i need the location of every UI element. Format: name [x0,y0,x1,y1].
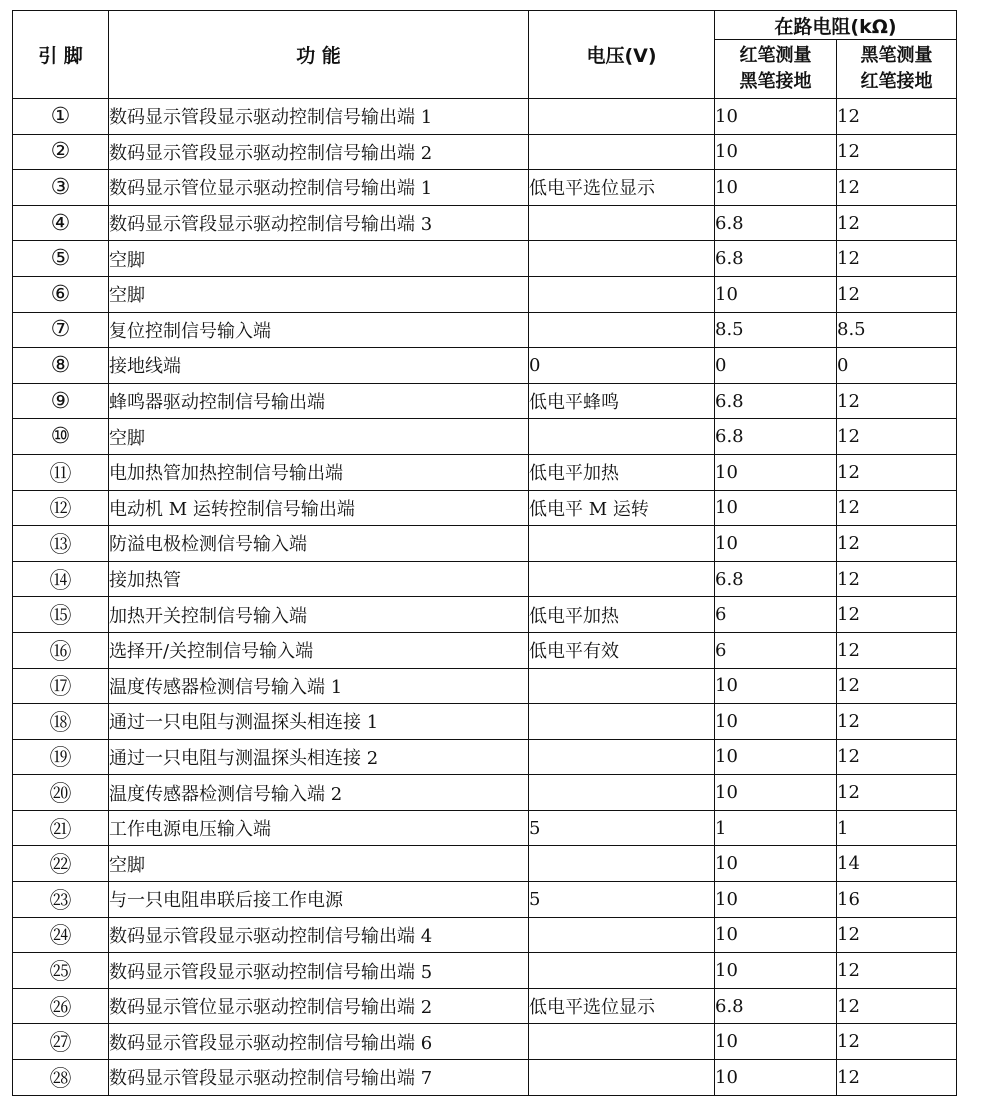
voltage-cell [529,419,715,455]
resistance-black-cell: 16 [837,882,957,918]
voltage-cell [529,134,715,170]
voltage-cell: 5 [529,882,715,918]
resistance-red-cell: 6 [715,632,837,668]
function-cell: 复位控制信号输入端 [109,312,529,348]
table-row [13,454,957,490]
function-cell: 通过一只电阻与测温探头相连接 2 [109,739,529,775]
table-row [13,99,957,135]
pin-cell: ⑯ [13,632,109,668]
header-voltage: 电压(V) [529,11,715,99]
voltage-cell [529,846,715,882]
table-body [13,99,957,1096]
function-cell: 电加热管加热控制信号输出端 [109,454,529,490]
resistance-black-cell: 12 [837,988,957,1024]
resistance-red-cell: 10 [715,1060,837,1096]
table-row [13,775,957,811]
pin-cell: ㉑ [13,810,109,846]
voltage-cell: 低电平加热 [529,597,715,633]
resistance-black-cell: 12 [837,632,957,668]
voltage-cell [529,99,715,135]
pin-cell: ⑦ [13,312,109,348]
resistance-black-cell: 12 [837,917,957,953]
table-row [13,668,957,704]
pin-cell: ㉗ [13,1024,109,1060]
resistance-red-cell: 10 [715,704,837,740]
resistance-red-cell: 10 [715,917,837,953]
resistance-black-cell: 12 [837,205,957,241]
pin-cell: ㉓ [13,882,109,918]
table-row [13,490,957,526]
voltage-cell [529,775,715,811]
table-row [13,134,957,170]
pin-cell: ③ [13,170,109,206]
table-row [13,882,957,918]
resistance-red-cell: 6.8 [715,205,837,241]
resistance-red-cell: 10 [715,882,837,918]
function-cell: 接加热管 [109,561,529,597]
table-row [13,988,957,1024]
resistance-black-cell: 12 [837,739,957,775]
resistance-black-cell: 1 [837,810,957,846]
resistance-red-cell: 6.8 [715,988,837,1024]
table-row [13,597,957,633]
voltage-cell: 低电平有效 [529,632,715,668]
resistance-black-cell: 12 [837,526,957,562]
table-row [13,526,957,562]
resistance-red-cell: 10 [715,454,837,490]
pin-cell: ① [13,99,109,135]
function-cell: 数码显示管段显示驱动控制信号输出端 1 [109,99,529,135]
pin-cell: ② [13,134,109,170]
table-row [13,739,957,775]
resistance-red-cell: 10 [715,170,837,206]
resistance-red-cell: 10 [715,276,837,312]
resistance-red-cell: 1 [715,810,837,846]
function-cell: 空脚 [109,846,529,882]
voltage-cell [529,526,715,562]
function-cell: 空脚 [109,241,529,277]
table-row [13,205,957,241]
resistance-red-cell: 10 [715,668,837,704]
resistance-black-cell: 12 [837,383,957,419]
function-cell: 空脚 [109,276,529,312]
table-row [13,953,957,989]
pin-cell: ⑧ [13,348,109,384]
pin-cell: ⑫ [13,490,109,526]
pin-cell: ⑩ [13,419,109,455]
table-row [13,810,957,846]
function-cell: 选择开/关控制信号输入端 [109,632,529,668]
resistance-red-cell: 10 [715,134,837,170]
voltage-cell: 低电平 M 运转 [529,490,715,526]
function-cell: 加热开关控制信号输入端 [109,597,529,633]
function-cell: 蜂鸣器驱动控制信号输出端 [109,383,529,419]
header-black-probe [837,40,957,99]
table-row [13,383,957,419]
voltage-cell [529,312,715,348]
pin-cell: ⑭ [13,561,109,597]
table-row [13,419,957,455]
table-row [13,632,957,668]
resistance-red-cell: 10 [715,739,837,775]
function-cell: 与一只电阻串联后接工作电源 [109,882,529,918]
resistance-black-cell: 12 [837,597,957,633]
resistance-red-cell: 10 [715,1024,837,1060]
table-row [13,276,957,312]
voltage-cell: 低电平选位显示 [529,988,715,1024]
resistance-red-cell: 0 [715,348,837,384]
function-cell: 电动机 M 运转控制信号输出端 [109,490,529,526]
voltage-cell: 低电平选位显示 [529,170,715,206]
resistance-red-cell: 10 [715,953,837,989]
voltage-cell [529,917,715,953]
resistance-black-cell: 12 [837,454,957,490]
pin-cell: ⑥ [13,276,109,312]
pin-cell: ㉘ [13,1060,109,1096]
function-cell: 防溢电极检测信号输入端 [109,526,529,562]
voltage-cell: 5 [529,810,715,846]
header-black-probe-line1: 黑笔测量 [860,45,933,66]
resistance-black-cell: 14 [837,846,957,882]
voltage-cell [529,953,715,989]
table-row [13,704,957,740]
function-cell: 通过一只电阻与测温探头相连接 1 [109,704,529,740]
function-cell: 温度传感器检测信号输入端 1 [109,668,529,704]
table-row [13,1024,957,1060]
resistance-red-cell: 10 [715,490,837,526]
resistance-black-cell: 0 [837,348,957,384]
voltage-cell: 低电平蜂鸣 [529,383,715,419]
pin-cell: ⑲ [13,739,109,775]
voltage-cell [529,739,715,775]
pin-cell: ㉔ [13,917,109,953]
resistance-black-cell: 12 [837,276,957,312]
resistance-red-cell: 10 [715,526,837,562]
resistance-red-cell: 6.8 [715,241,837,277]
voltage-cell [529,561,715,597]
pin-function-table [12,10,957,1096]
resistance-black-cell: 12 [837,668,957,704]
pin-cell: ⑱ [13,704,109,740]
function-cell: 数码显示管段显示驱动控制信号输出端 7 [109,1060,529,1096]
header-resistance: 在路电阻(kΩ) [715,11,957,40]
function-cell: 空脚 [109,419,529,455]
voltage-cell [529,668,715,704]
voltage-cell [529,704,715,740]
table-row [13,348,957,384]
pin-cell: ㉕ [13,953,109,989]
header-red-probe-line2: 黑笔接地 [739,71,812,92]
pin-cell: ⑨ [13,383,109,419]
resistance-black-cell: 12 [837,241,957,277]
header-red-probe [715,40,837,99]
pin-cell: ④ [13,205,109,241]
pin-cell: ⑰ [13,668,109,704]
function-cell: 数码显示管段显示驱动控制信号输出端 5 [109,953,529,989]
function-cell: 数码显示管段显示驱动控制信号输出端 2 [109,134,529,170]
voltage-cell: 低电平加热 [529,454,715,490]
resistance-black-cell: 12 [837,490,957,526]
pin-cell: ⑪ [13,454,109,490]
function-cell: 数码显示管段显示驱动控制信号输出端 4 [109,917,529,953]
voltage-cell [529,1024,715,1060]
resistance-red-cell: 6.8 [715,561,837,597]
resistance-red-cell: 6 [715,597,837,633]
resistance-black-cell: 12 [837,134,957,170]
function-cell: 数码显示管段显示驱动控制信号输出端 6 [109,1024,529,1060]
function-cell: 接地线端 [109,348,529,384]
table-header [13,11,957,99]
pin-cell: ⑮ [13,597,109,633]
voltage-cell [529,241,715,277]
pin-cell: ⑬ [13,526,109,562]
resistance-black-cell: 12 [837,953,957,989]
resistance-red-cell: 8.5 [715,312,837,348]
voltage-cell [529,276,715,312]
resistance-black-cell: 12 [837,775,957,811]
table-row [13,917,957,953]
resistance-red-cell: 10 [715,846,837,882]
voltage-cell [529,1060,715,1096]
voltage-cell: 0 [529,348,715,384]
table-row [13,846,957,882]
pin-cell: ⑤ [13,241,109,277]
header-black-probe-line2: 红笔接地 [860,71,933,92]
function-cell: 数码显示管位显示驱动控制信号输出端 1 [109,170,529,206]
resistance-black-cell: 12 [837,1060,957,1096]
header-red-probe-line1: 红笔测量 [739,45,812,66]
header-function: 功 能 [109,11,529,99]
resistance-red-cell: 6.8 [715,419,837,455]
function-cell: 温度传感器检测信号输入端 2 [109,775,529,811]
resistance-black-cell: 12 [837,99,957,135]
function-cell: 数码显示管位显示驱动控制信号输出端 2 [109,988,529,1024]
header-pin: 引 脚 [13,11,109,99]
table-row [13,312,957,348]
table-row [13,170,957,206]
pin-cell: ㉖ [13,988,109,1024]
voltage-cell [529,205,715,241]
resistance-black-cell: 12 [837,1024,957,1060]
pin-cell: ㉒ [13,846,109,882]
pin-cell: ⑳ [13,775,109,811]
resistance-black-cell: 12 [837,704,957,740]
table-row [13,1060,957,1096]
resistance-red-cell: 6.8 [715,383,837,419]
function-cell: 工作电源电压输入端 [109,810,529,846]
table-row [13,241,957,277]
resistance-black-cell: 12 [837,419,957,455]
resistance-black-cell: 12 [837,170,957,206]
resistance-red-cell: 10 [715,775,837,811]
resistance-black-cell: 8.5 [837,312,957,348]
table-row [13,561,957,597]
function-cell: 数码显示管段显示驱动控制信号输出端 3 [109,205,529,241]
resistance-black-cell: 12 [837,561,957,597]
resistance-red-cell: 10 [715,99,837,135]
